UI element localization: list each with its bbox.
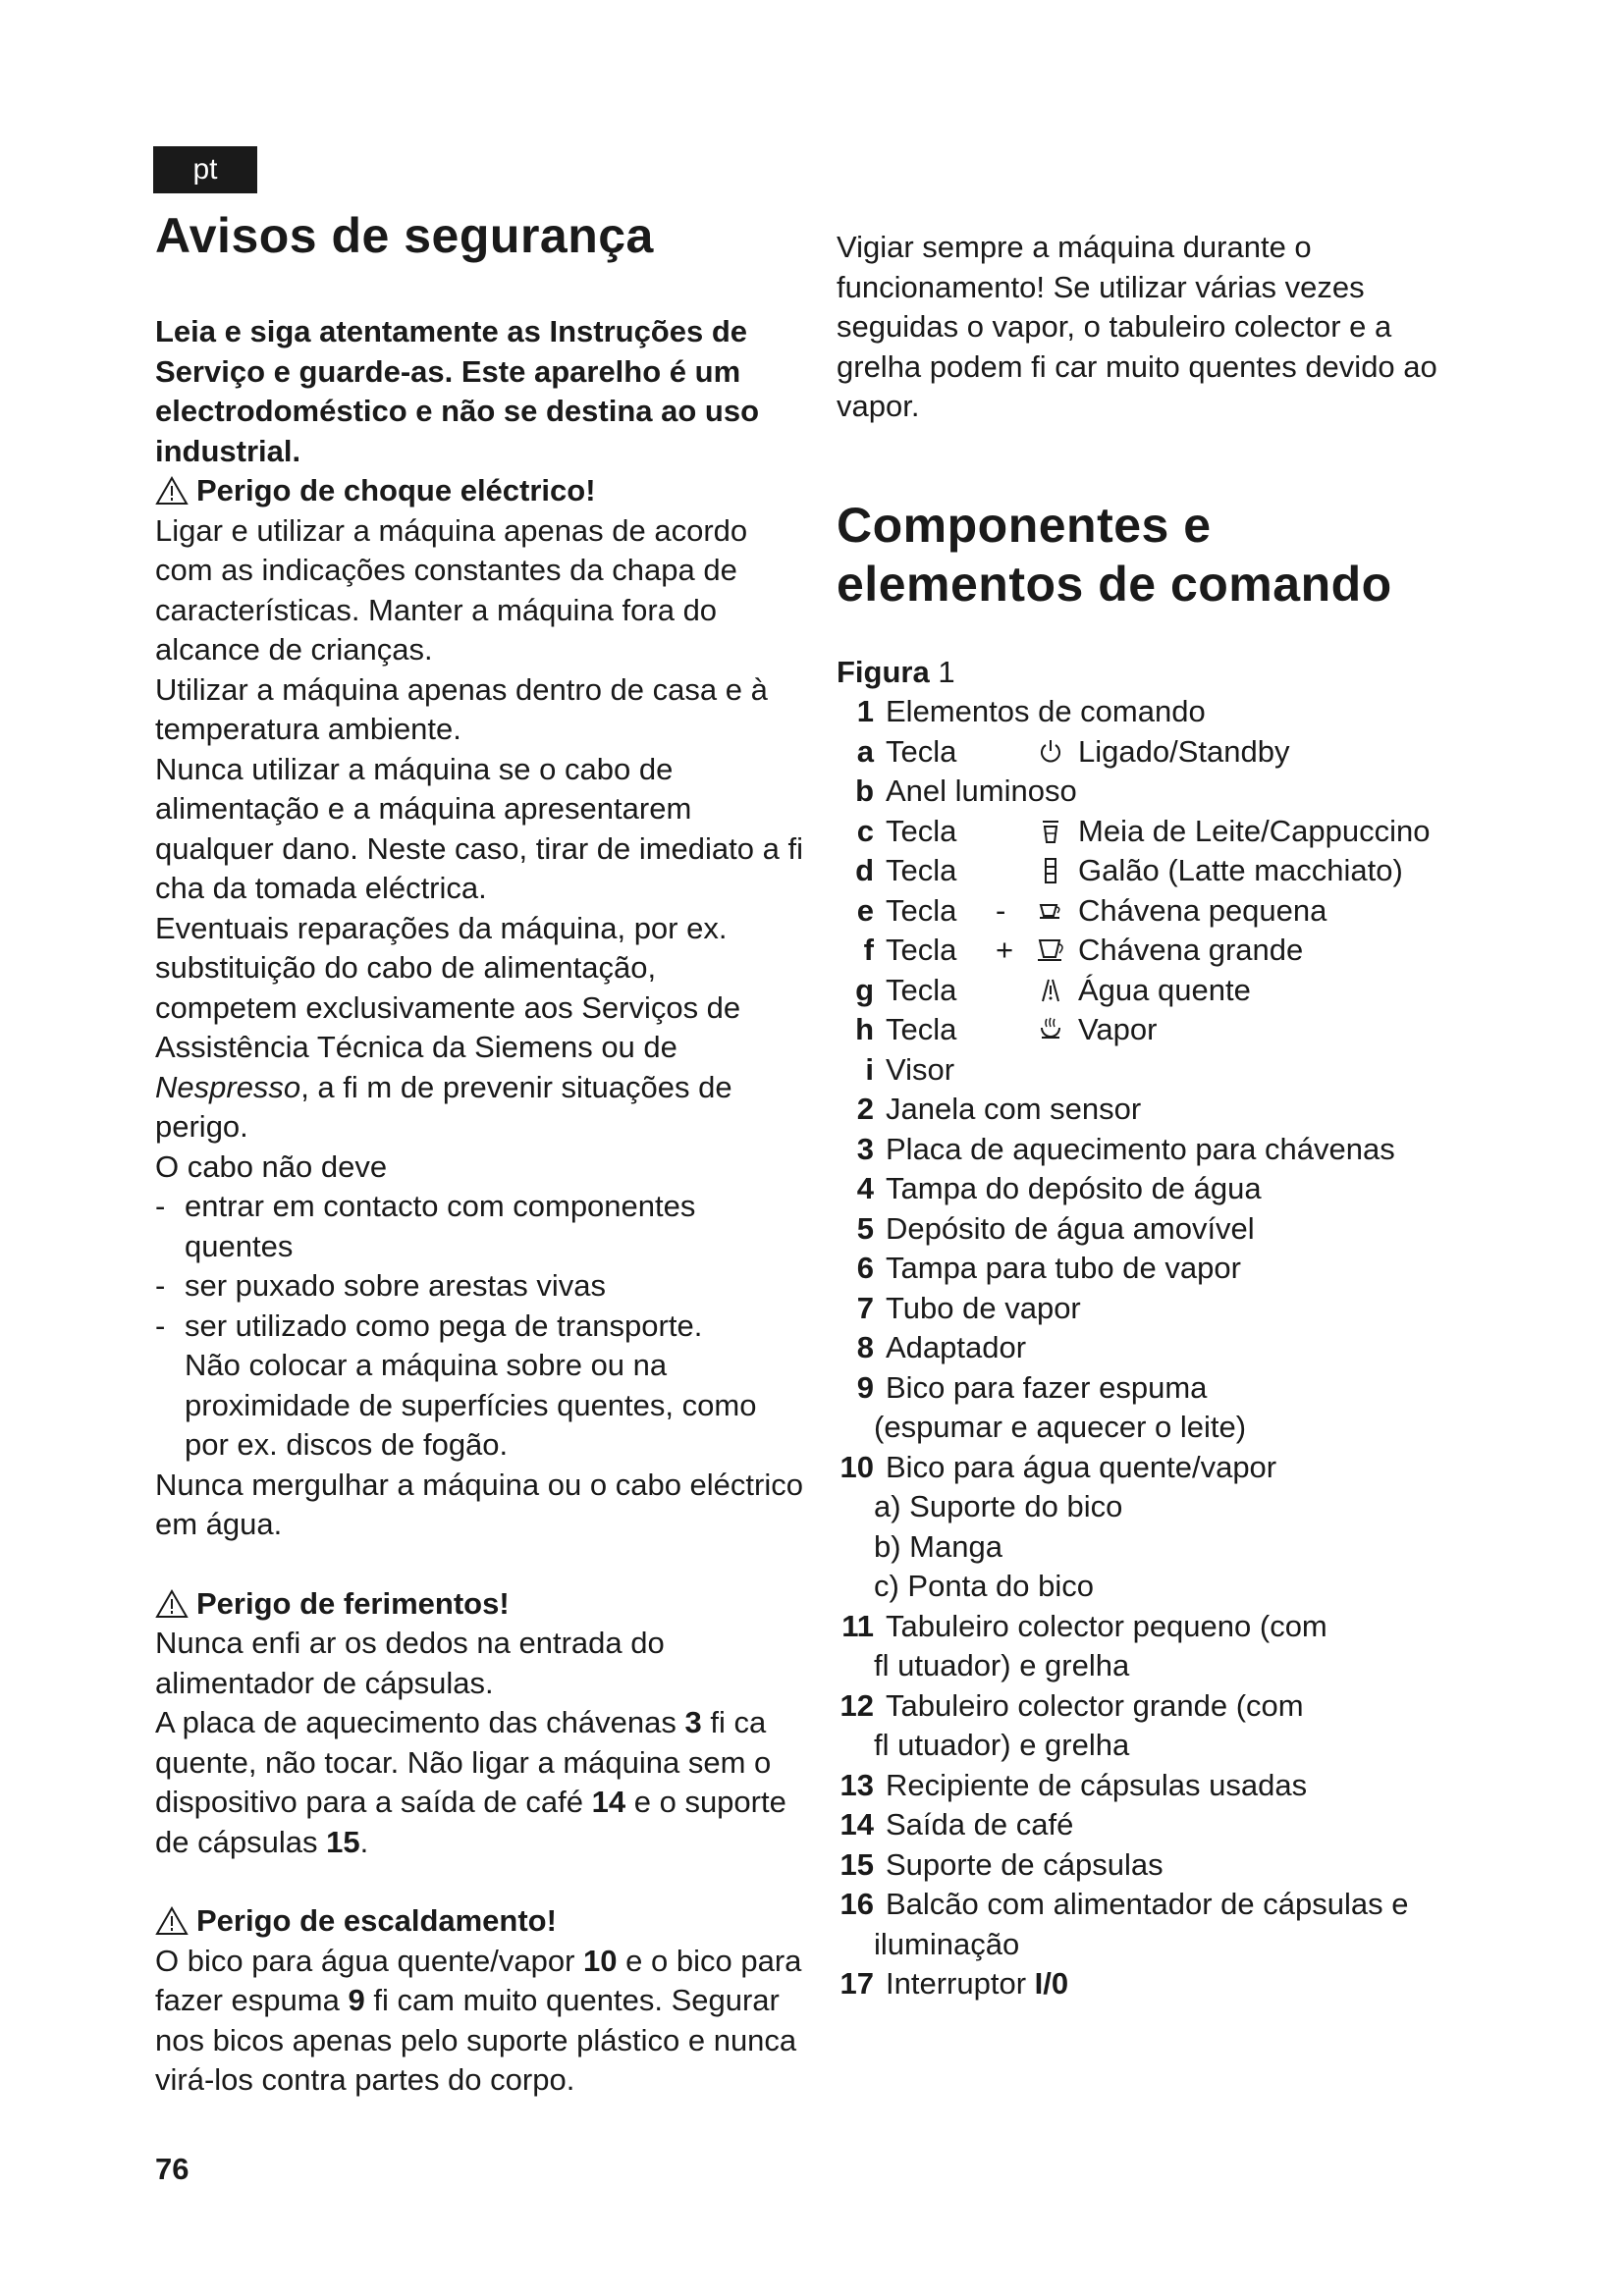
component-item: 16 Balcão com alimentador de cápsulas e xyxy=(839,1887,1409,1921)
component-item: 4 Tampa do depósito de água xyxy=(856,1171,1262,1205)
injury-paragraph-2: A placa de aquecimento das chávenas 3 fi ca quente, não tocar. Não ligar a máquina sem o dispositivo para a saída de café 14 e o suporte de cápsulas 15. xyxy=(155,1705,786,1859)
page-number: 76 xyxy=(155,2152,189,2186)
component-item: 17 Interruptor I/0 xyxy=(839,1966,1069,2001)
components-title: Componentes e elementos de comando xyxy=(837,497,1392,612)
component-subtext: (espumar e aquecer o leite) xyxy=(874,1410,1247,1444)
component-item: 3 Placa de aquecimento para chávenas xyxy=(856,1131,1395,1166)
shock-paragraph-3: Nunca utilizar a máquina se o cabo de alimentação e a máquina apresentarem qualquer dano. Neste caso, tirar de imediato a fi cha da tomada eléctrica. xyxy=(155,751,803,905)
component-subtext: fl utuador) e grelha xyxy=(874,1648,1130,1682)
figure-label: Figura 1 xyxy=(837,654,955,689)
list-item: - ser utilizado como pega de transporte. xyxy=(155,1308,703,1343)
warning-icon xyxy=(155,476,189,506)
scald-heading: Perigo de escaldamento! xyxy=(155,1901,803,1942)
component-item: 7 Tubo de vapor xyxy=(856,1290,1081,1325)
component-item: 9 Bico para fazer espuma xyxy=(856,1369,1208,1405)
control-item: h Tecla Vapor xyxy=(837,1010,1485,1050)
steam-icon xyxy=(1029,1010,1072,1050)
component-item: 12 Tabuleiro colector grande (com xyxy=(839,1687,1304,1723)
supervise-paragraph: Vigiar sempre a máquina durante o funcionamento! Se utilizar várias vezes seguidas o vapor, o tabuleiro colector e a grelha podem fi car muito quentes devido ao vapor. xyxy=(837,230,1437,423)
power-icon xyxy=(1029,732,1072,773)
right-column xyxy=(837,228,1485,2004)
control-item: d Tecla Galão (Latte macchiato) xyxy=(837,851,1485,891)
component-item: 13 Recipiente de cápsulas usadas xyxy=(839,1767,1308,1802)
control-item: a Tecla Ligado/Standby xyxy=(837,732,1485,773)
shock-paragraph-2: Utilizar a máquina apenas dentro de casa e à temperatura ambiente. xyxy=(155,671,768,746)
language-tag: pt xyxy=(153,146,257,193)
component-item: 5 Depósito de água amovível xyxy=(856,1210,1255,1246)
shock-paragraph-1: Ligar e utilizar a máquina apenas de acordo com as indicações constantes da chapa de características. Manter a máquina fora do alcance de crianças. xyxy=(155,512,748,667)
hot-water-icon xyxy=(1029,971,1072,1011)
injury-heading: Perigo de ferimentos! xyxy=(155,1584,803,1625)
injury-paragraph-1: Nunca enfi ar os dedos na entrada do alimentador de cápsulas. xyxy=(155,1626,665,1700)
large-cup-icon xyxy=(1029,931,1072,971)
component-item: 10 Bico para água quente/vapor xyxy=(839,1449,1277,1484)
control-item: i Visor xyxy=(865,1051,955,1087)
brand-name: Nespresso xyxy=(155,1069,301,1104)
component-subtext: b) Manga xyxy=(874,1528,1002,1564)
component-item: 1 Elementos de comando xyxy=(856,694,1206,728)
list-item: - ser puxado sobre arestas vivas xyxy=(155,1268,607,1303)
component-item: 2 Janela com sensor xyxy=(856,1092,1142,1126)
control-item: c Tecla Meia de Leite/Cappuccino xyxy=(837,812,1485,852)
latte-glass-icon xyxy=(1029,851,1072,891)
list-item: - entrar em contacto com componentes quentes xyxy=(155,1189,696,1263)
shock-paragraph-4: Eventuais reparações da máquina, por ex. substituição do cabo de alimentação, competem exclusivamente aos Serviços de Assistência Técnica da Siemens ou de Nespresso, a fi m de prevenir situações de perigo. xyxy=(155,910,741,1144)
component-subtext: c) Ponta do bico xyxy=(874,1569,1095,1603)
component-item: 14 Saída de café xyxy=(839,1807,1074,1842)
safety-title: Avisos de segurança xyxy=(155,208,654,263)
shock-heading: Perigo de choque eléctrico! xyxy=(155,471,803,511)
warning-icon xyxy=(155,1589,189,1619)
component-item: 15 Suporte de cápsulas xyxy=(839,1846,1164,1882)
cable-note: Não colocar a máquina sobre ou na proximidade de superfícies quentes, como por ex. discos de fogão. xyxy=(185,1348,757,1462)
cable-intro: O cabo não deve xyxy=(155,1148,388,1184)
component-item: 6 Tampa para tubo de vapor xyxy=(856,1251,1241,1285)
component-subtext: iluminação xyxy=(874,1926,1020,1961)
component-item: 8 Adaptador xyxy=(856,1330,1027,1364)
control-item: b Anel luminoso xyxy=(855,774,1077,808)
intro-text: Leia e siga atentamente as Instruções de Serviço e guarde-as. Este aparelho é um electrodoméstico e não se destina ao uso industrial. xyxy=(155,314,760,468)
control-item: g Tecla Água quente xyxy=(837,971,1485,1011)
left-column xyxy=(155,206,803,2101)
component-item: 11 Tabuleiro colector pequeno (com xyxy=(841,1608,1327,1643)
warning-icon xyxy=(155,1906,189,1936)
small-cup-icon xyxy=(1029,891,1072,932)
control-item: f Tecla + Chávena grande xyxy=(837,931,1485,971)
control-item: e Tecla - Chávena pequena xyxy=(837,891,1485,932)
shock-paragraph-5: Nunca mergulhar a máquina ou o cabo eléctrico em água. xyxy=(155,1467,803,1541)
component-subtext: fl utuador) e grelha xyxy=(874,1728,1130,1762)
scald-paragraph: O bico para água quente/vapor 10 e o bico para fazer espuma 9 fi cam muito quentes. Segurar nos bicos apenas pelo suporte plástico e nunca virá-los contra partes do corpo. xyxy=(155,1943,802,2097)
component-subtext: a) Suporte do bico xyxy=(874,1489,1123,1523)
milk-foam-icon xyxy=(1029,812,1072,852)
